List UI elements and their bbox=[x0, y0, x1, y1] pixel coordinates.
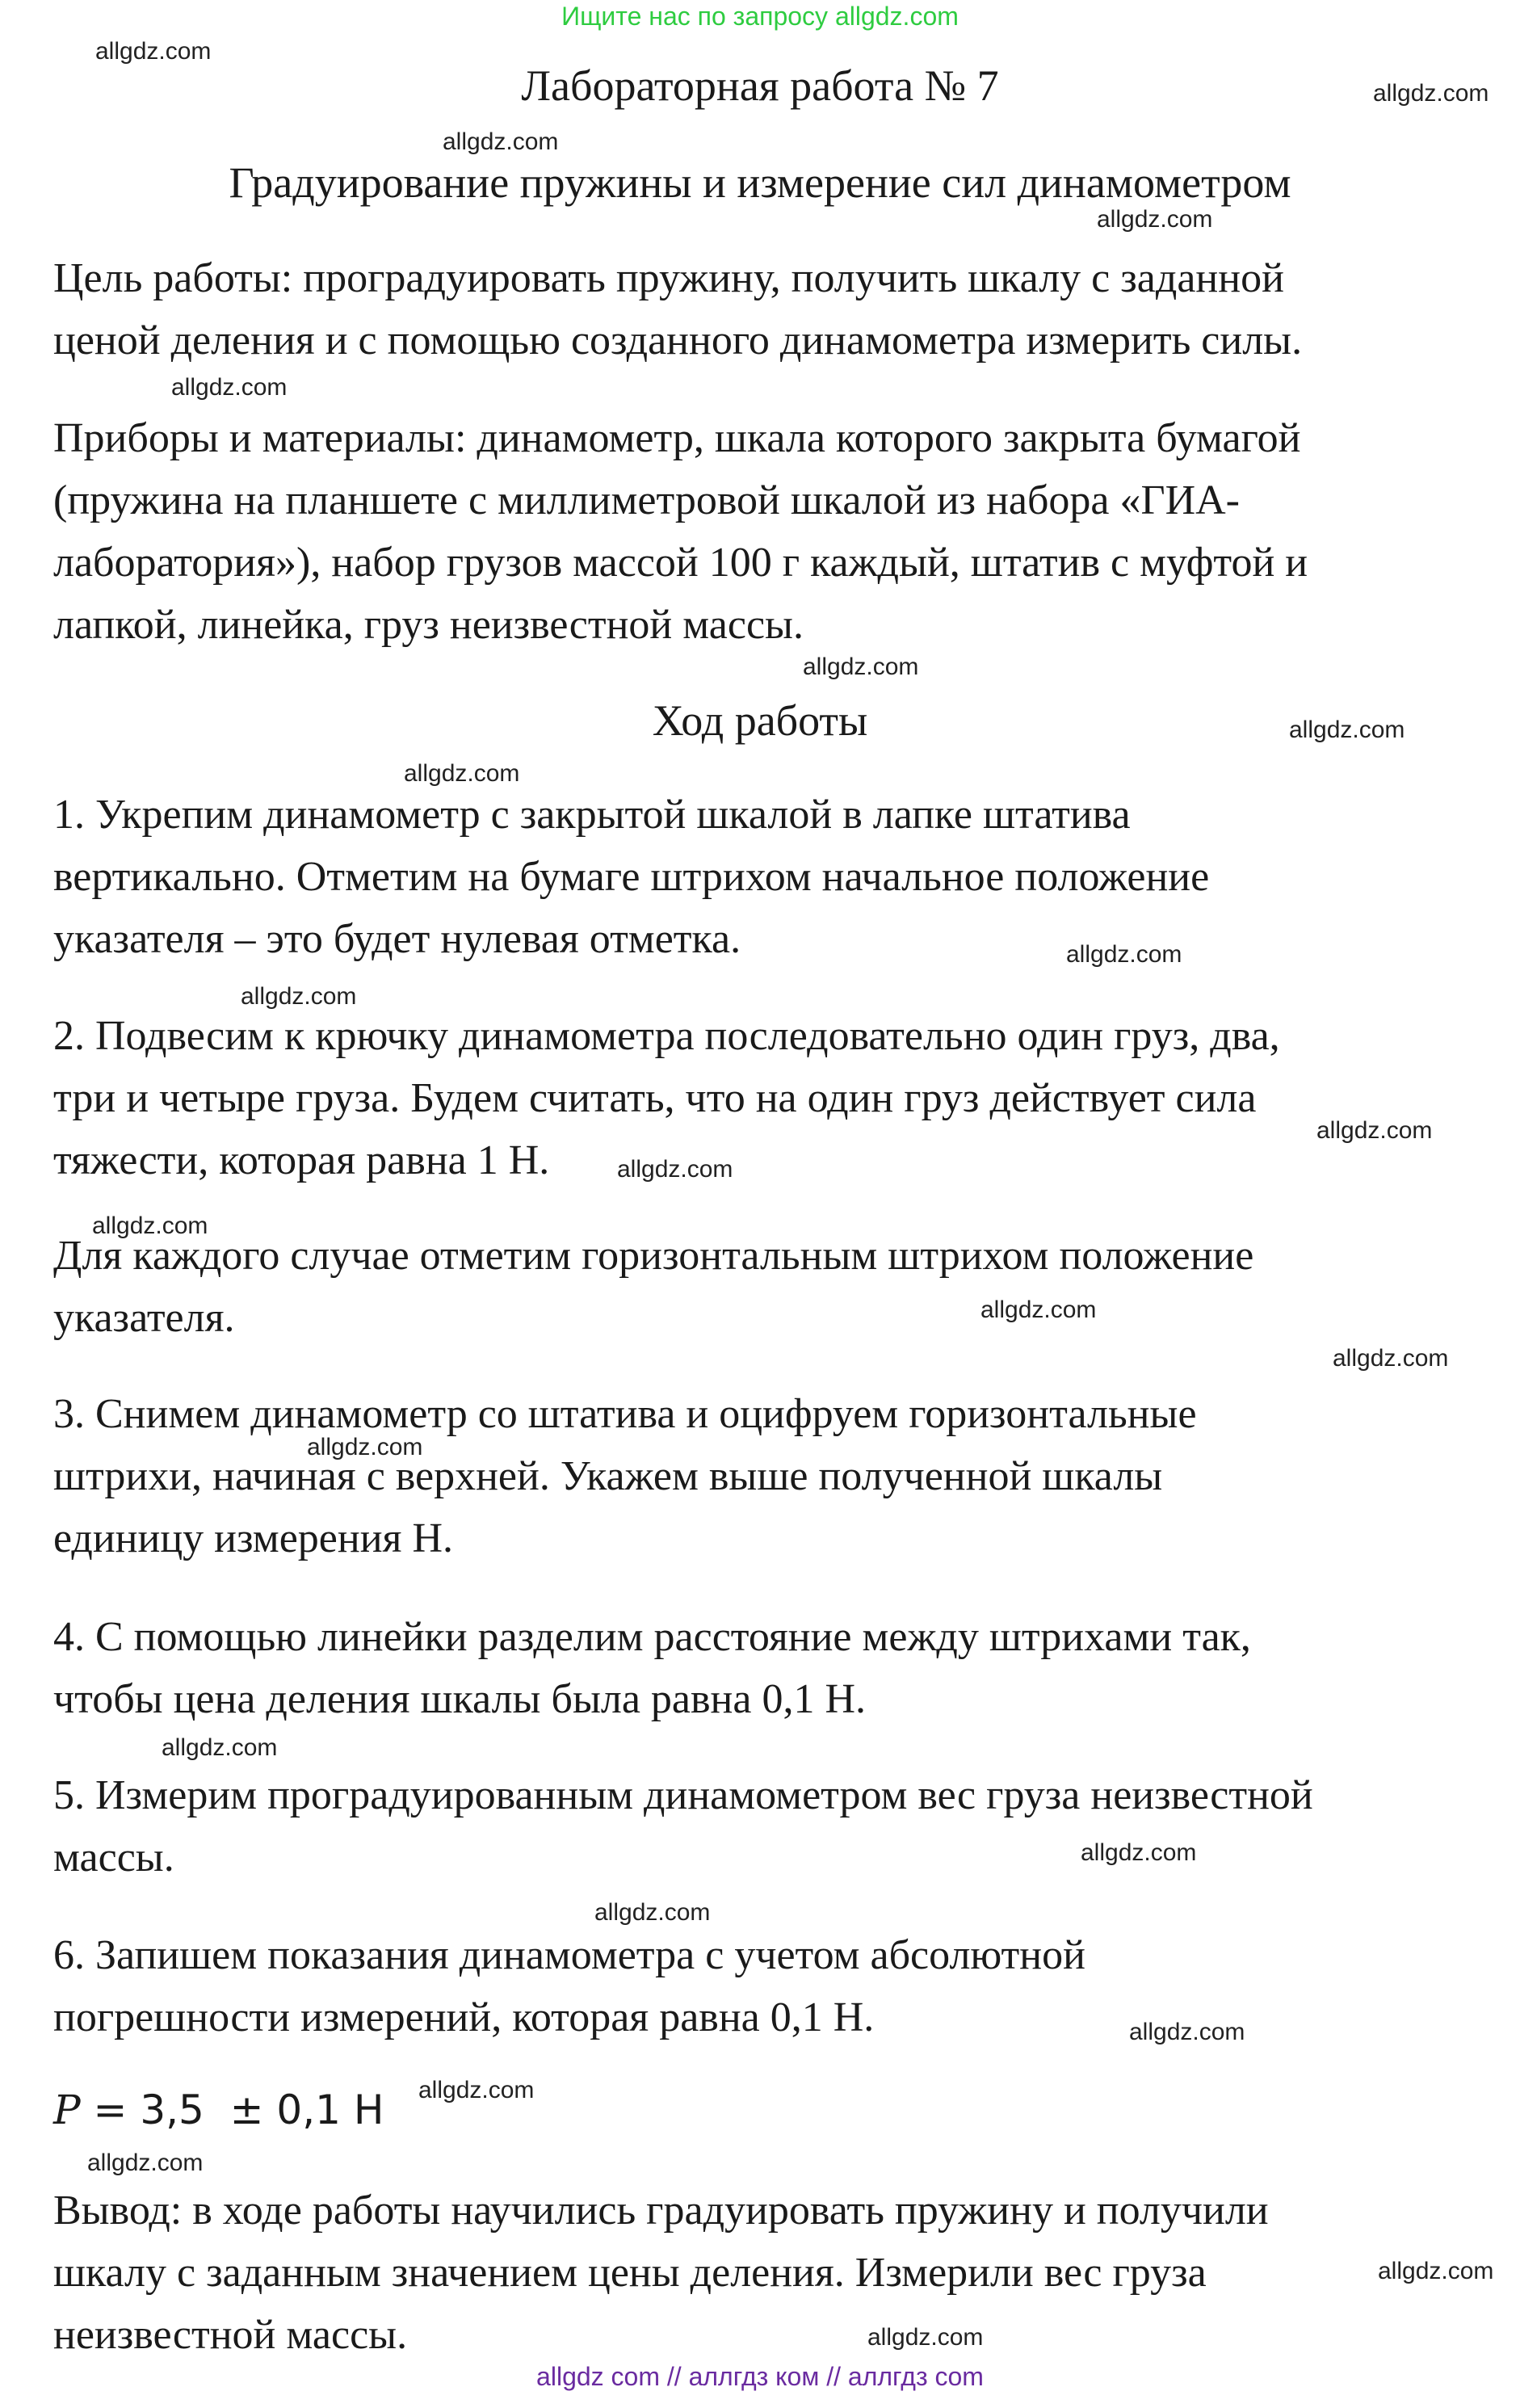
goal-paragraph bbox=[53, 247, 1499, 372]
step-line: указателя – это будет нулевая отметка. bbox=[53, 916, 741, 962]
step-line: три и четыре груза. Будем считать, что на один груз действует сила bbox=[53, 1075, 1257, 1121]
formula-variable: P bbox=[53, 2087, 81, 2133]
step-2-note bbox=[53, 1225, 1499, 1349]
watermark: allgdz.com bbox=[617, 1156, 733, 1183]
step-2 bbox=[53, 1005, 1499, 1191]
step-6 bbox=[53, 1924, 1499, 2049]
conclusion-paragraph bbox=[53, 2179, 1499, 2366]
step-line: указателя. bbox=[53, 1295, 235, 1341]
step-line: 2. Подвесим к крючку динамометра последовательно один груз, два, bbox=[53, 1013, 1280, 1059]
page-subtitle: Градуирование пружины и измерение сил динамометром bbox=[229, 158, 1291, 207]
step-line: штрихи, начиная с верхней. Укажем выше полученной шкалы bbox=[53, 1453, 1163, 1499]
watermark: allgdz.com bbox=[1097, 206, 1213, 233]
materials-line: (пружина на планшете с миллиметровой шкалой из набора «ГИА- bbox=[53, 477, 1240, 523]
watermark: allgdz.com bbox=[307, 1434, 423, 1460]
materials-line: Приборы и материалы: динамометр, шкала которого закрыта бумагой bbox=[53, 415, 1301, 461]
step-line: 5. Измерим проградуированным динамометром вес груза неизвестной bbox=[53, 1772, 1313, 1818]
watermark: allgdz.com bbox=[87, 2150, 204, 2176]
step-line: погрешности измерений, которая равна 0,1 Н. bbox=[53, 1994, 875, 2040]
step-line: Для каждого случае отметим горизонтальным штрихом положение bbox=[53, 1233, 1254, 1279]
formula-expression: = 3,5 ± 0,1 Н bbox=[80, 2087, 384, 2133]
watermark: allgdz.com bbox=[1066, 941, 1182, 968]
step-line: чтобы цена деления шкалы была равна 0,1 Н. bbox=[53, 1676, 867, 1722]
step-line: тяжести, которая равна 1 Н. bbox=[53, 1137, 550, 1183]
watermark: allgdz.com bbox=[1289, 717, 1405, 743]
conclusion-line: Вывод: в ходе работы научились градуировать пружину и получили bbox=[53, 2187, 1269, 2234]
materials-line: лапкой, линейка, груз неизвестной массы. bbox=[53, 602, 804, 648]
materials-paragraph bbox=[53, 407, 1499, 656]
watermark: allgdz.com bbox=[867, 2324, 984, 2351]
step-4 bbox=[53, 1606, 1499, 1730]
step-line: 1. Укрепим динамометр с закрытой шкалой в лапке штатива bbox=[53, 792, 1131, 838]
step-line: 4. С помощью линейки разделим расстояние между штрихами так, bbox=[53, 1614, 1251, 1660]
step-line: 3. Снимем динамометр со штатива и оцифруем горизонтальные bbox=[53, 1391, 1197, 1437]
watermark: allgdz.com bbox=[162, 1734, 278, 1761]
step-line: вертикально. Отметим на бумаге штрихом начальное положение bbox=[53, 854, 1210, 900]
procedure-heading: Ход работы bbox=[652, 696, 868, 745]
watermark: allgdz.com bbox=[1373, 80, 1489, 107]
watermark: allgdz.com bbox=[980, 1296, 1097, 1323]
watermark: allgdz.com bbox=[1333, 1345, 1449, 1372]
result-formula bbox=[53, 2084, 384, 2136]
watermark: allgdz.com bbox=[1316, 1117, 1433, 1144]
goal-line: Цель работы: проградуировать пружину, получить шкалу с заданной bbox=[53, 255, 1284, 301]
step-line: единицу измерения Н. bbox=[53, 1515, 453, 1561]
conclusion-line: неизвестной массы. bbox=[53, 2312, 408, 2358]
step-1 bbox=[53, 784, 1499, 970]
watermark: allgdz.com bbox=[1081, 1839, 1197, 1866]
step-5 bbox=[53, 1764, 1499, 1889]
footer-links: allgdz com // аллгдз ком // аллгдз com bbox=[536, 2362, 984, 2391]
watermark: allgdz.com bbox=[95, 38, 212, 65]
watermark: allgdz.com bbox=[171, 374, 288, 401]
page-title: Лабораторная работа № 7 bbox=[521, 61, 999, 110]
materials-line: лаборатория»), набор грузов массой 100 г каждый, штатив с муфтой и bbox=[53, 540, 1308, 586]
conclusion-line: шкалу с заданным значением цены деления. Измерили вес груза bbox=[53, 2250, 1207, 2296]
watermark: allgdz.com bbox=[418, 2077, 535, 2103]
watermark: allgdz.com bbox=[241, 983, 357, 1010]
step-3 bbox=[53, 1383, 1499, 1570]
watermark: allgdz.com bbox=[803, 653, 919, 680]
watermark: allgdz.com bbox=[92, 1212, 208, 1239]
watermark: allgdz.com bbox=[1129, 2019, 1245, 2045]
watermark: allgdz.com bbox=[594, 1899, 711, 1926]
step-line: массы. bbox=[53, 1834, 174, 1881]
watermark: allgdz.com bbox=[443, 128, 559, 155]
watermark: allgdz.com bbox=[404, 760, 520, 787]
watermark: allgdz.com bbox=[1378, 2258, 1494, 2284]
top-banner: Ищите нас по запросу allgdz.com bbox=[561, 2, 959, 31]
step-line: 6. Запишем показания динамометра с учетом абсолютной bbox=[53, 1932, 1085, 1978]
goal-line: ценой деления и с помощью созданного динамометра измерить силы. bbox=[53, 317, 1303, 364]
